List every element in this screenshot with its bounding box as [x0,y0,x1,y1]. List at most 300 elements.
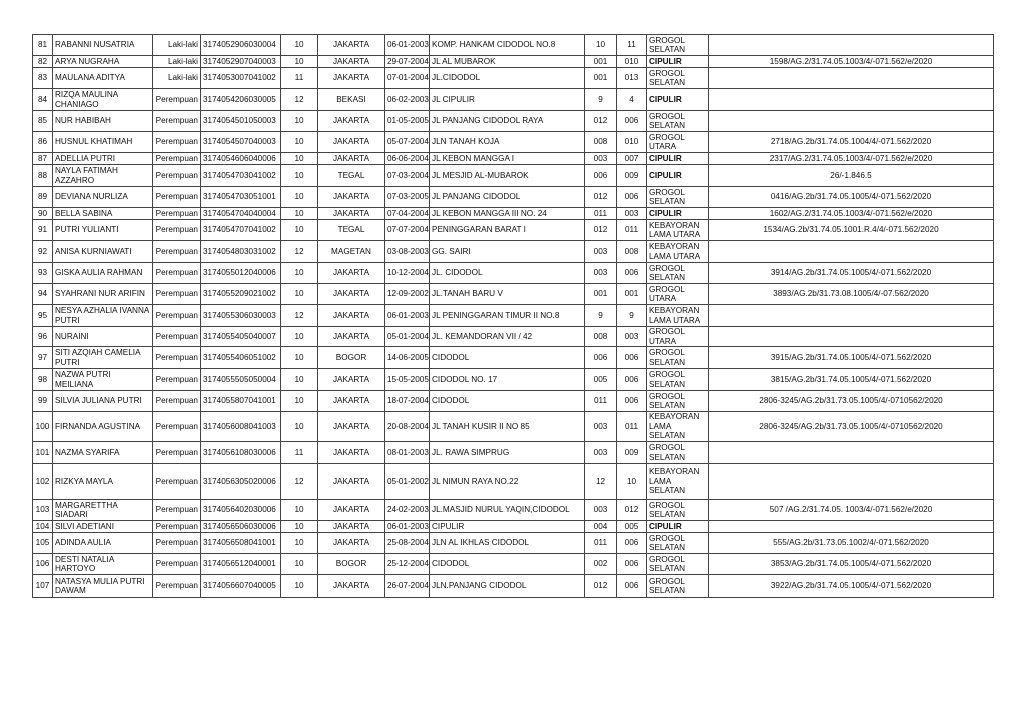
cell-nik: 3174055505050004 [201,369,281,391]
cell-city: JAKARTA [318,500,385,521]
cell-kel: GROGOL SELATAN [647,68,709,89]
cell-rt: 003 [585,153,617,165]
cell-num: 10 [281,111,318,132]
cell-gender: Perempuan [153,220,201,241]
cell-gender: Perempuan [153,500,201,521]
cell-num: 10 [281,575,318,598]
cell-address: GG. SAIRI [430,241,585,263]
cell-kel: KEBAYORAN LAMA UTARA [647,305,709,327]
cell-address: PENINGGARAN BARAT I [430,220,585,241]
cell-name: SILVIA JULIANA PUTRI [53,391,153,412]
cell-name: DEVIANA NURLIZA [53,187,153,208]
table-row [33,347,994,369]
cell-rw: 006 [617,111,647,132]
cell-city: MAGETAN [318,241,385,263]
table-row [33,327,994,347]
table-row [33,263,994,284]
cell-num: 10 [281,521,318,533]
cell-name: GISKA AULIA RAHMAN [53,263,153,284]
cell-address: JL.MASJID NURUL YAQIN,CIDODOL [430,500,585,521]
cell-city: JAKARTA [318,263,385,284]
cell-num: 10 [281,554,318,575]
cell-doc [709,305,994,327]
cell-nik: 3174055306030003 [201,305,281,327]
cell-city: JAKARTA [318,575,385,598]
cell-nik: 3174054704040004 [201,208,281,220]
cell-city: JAKARTA [318,111,385,132]
cell-num: 12 [281,241,318,263]
table-row [33,464,994,500]
cell-no: 88 [33,165,53,187]
cell-doc: 2317/AG.2/31.74.05.1003/4/-071.562/e/2020 [709,153,994,165]
cell-kel: GROGOL SELATAN [647,263,709,284]
cell-num: 10 [281,327,318,347]
cell-city: JAKARTA [318,412,385,442]
cell-name: MARGARETTHA SIADARI [53,500,153,521]
cell-rt: 012 [585,187,617,208]
cell-kel: CIPULIR [647,165,709,187]
cell-gender: Laki-laki [153,68,201,89]
cell-rw: 003 [617,208,647,220]
cell-doc: 1534/AG.2b/31.74.05.1001.R.4/4/-071.562/2020 [709,220,994,241]
cell-rt: 011 [585,208,617,220]
cell-rw: 009 [617,442,647,464]
cell-dob: 10-12-2004 [385,263,430,284]
cell-kel: CIPULIR [647,89,709,111]
cell-doc [709,68,994,89]
cell-doc: 26/-1.846.5 [709,165,994,187]
cell-kel: GROGOL SELATAN [647,347,709,369]
cell-doc: 555/AG.2b/31.73.05.1002/4/-071.562/2020 [709,533,994,554]
cell-kel: GROGOL UTARA [647,132,709,153]
cell-rt: 006 [585,165,617,187]
cell-dob: 15-05-2005 [385,369,430,391]
cell-rt: 003 [585,412,617,442]
cell-num: 10 [281,153,318,165]
cell-gender: Perempuan [153,89,201,111]
cell-address: JL PENINGGARAN TIMUR II NO.8 [430,305,585,327]
table-row [33,575,994,598]
cell-rt: 003 [585,241,617,263]
cell-kel: GROGOL SELATAN [647,575,709,598]
cell-dob: 12-09-2002 [385,284,430,305]
cell-city: JAKARTA [318,305,385,327]
cell-rw: 001 [617,284,647,305]
cell-num: 10 [281,391,318,412]
cell-rw: 006 [617,263,647,284]
cell-doc [709,89,994,111]
table-row [33,284,994,305]
cell-num: 10 [281,369,318,391]
cell-dob: 07-07-2004 [385,220,430,241]
cell-dob: 20-08-2004 [385,412,430,442]
cell-dob: 08-01-2003 [385,442,430,464]
cell-nik: 3174054703051001 [201,187,281,208]
cell-no: 93 [33,263,53,284]
cell-city: JAKARTA [318,284,385,305]
cell-name: SYAHRANI NUR ARIFIN [53,284,153,305]
cell-dob: 05-01-2004 [385,327,430,347]
cell-gender: Perempuan [153,412,201,442]
cell-kel: GROGOL SELATAN [647,391,709,412]
cell-no: 100 [33,412,53,442]
cell-num: 10 [281,500,318,521]
cell-rt: 003 [585,442,617,464]
cell-num: 10 [281,35,318,56]
cell-no: 99 [33,391,53,412]
cell-doc: 2806-3245/AG.2b/31.73.05.1005/4/-0710562/2020 [709,391,994,412]
cell-name: ANISA KURNIAWATI [53,241,153,263]
cell-city: JAKARTA [318,35,385,56]
cell-name: BELLA SABINA [53,208,153,220]
cell-dob: 06-01-2003 [385,305,430,327]
cell-doc: 1602/AG.2/31.74.05.1003/4/-071.562/e/2020 [709,208,994,220]
cell-gender: Perempuan [153,464,201,500]
cell-rt: 011 [585,533,617,554]
table-row [33,56,994,68]
cell-no: 103 [33,500,53,521]
cell-dob: 03-08-2003 [385,241,430,263]
cell-city: JAKARTA [318,464,385,500]
cell-rw: 9 [617,305,647,327]
cell-doc: 3893/AG.2b/31.73.08.1005/4/-07.562/2020 [709,284,994,305]
cell-name: NAYLA FATIMAH AZZAHRO [53,165,153,187]
cell-dob: 01-05-2005 [385,111,430,132]
cell-rw: 006 [617,347,647,369]
table-row [33,165,994,187]
cell-rw: 006 [617,554,647,575]
table-row [33,208,994,220]
cell-num: 10 [281,220,318,241]
cell-kel: GROGOL SELATAN [647,369,709,391]
cell-kel: CIPULIR [647,208,709,220]
cell-num: 10 [281,208,318,220]
cell-nik: 3174055209021002 [201,284,281,305]
cell-kel: KEBAYORAN LAMA SELATAN [647,464,709,500]
cell-gender: Perempuan [153,165,201,187]
cell-rw: 013 [617,68,647,89]
cell-dob: 07-03-2004 [385,165,430,187]
cell-name: ADINDA AULIA [53,533,153,554]
cell-no: 102 [33,464,53,500]
cell-no: 87 [33,153,53,165]
cell-rw: 006 [617,391,647,412]
table-row [33,89,994,111]
cell-nik: 3174054803031002 [201,241,281,263]
cell-no: 81 [33,35,53,56]
cell-nik: 3174055012040006 [201,263,281,284]
cell-city: TEGAL [318,220,385,241]
cell-rw: 012 [617,500,647,521]
table-row [33,132,994,153]
cell-nik: 3174056508041001 [201,533,281,554]
cell-rw: 006 [617,369,647,391]
table-row [33,500,994,521]
cell-dob: 05-07-2004 [385,132,430,153]
cell-name: NAZMA SYARIFA [53,442,153,464]
table-row [33,521,994,533]
cell-no: 105 [33,533,53,554]
cell-gender: Perempuan [153,284,201,305]
cell-num: 12 [281,89,318,111]
cell-rw: 4 [617,89,647,111]
cell-nik: 3174055406051002 [201,347,281,369]
cell-city: JAKARTA [318,153,385,165]
cell-address: JLN AL IKHLAS CIDODOL [430,533,585,554]
cell-num: 12 [281,305,318,327]
cell-doc: 0416/AG.2b/31.74.05.1005/4/-071.562/2020 [709,187,994,208]
cell-nik: 3174056402030006 [201,500,281,521]
cell-rt: 008 [585,327,617,347]
cell-city: JAKARTA [318,187,385,208]
cell-rw: 006 [617,533,647,554]
cell-address: JLN.PANJANG CIDODOL [430,575,585,598]
cell-dob: 06-02-2003 [385,89,430,111]
cell-address: CIDODOL NO. 17 [430,369,585,391]
cell-address: JL.TANAH BARU V [430,284,585,305]
cell-gender: Laki-laki [153,35,201,56]
cell-dob: 06-01-2003 [385,35,430,56]
cell-name: NURAINI [53,327,153,347]
cell-rw: 003 [617,327,647,347]
cell-city: BOGOR [318,554,385,575]
cell-city: JAKARTA [318,327,385,347]
cell-rt: 005 [585,369,617,391]
cell-dob: 25-08-2004 [385,533,430,554]
cell-nik: 3174056108030006 [201,442,281,464]
cell-rw: 010 [617,56,647,68]
cell-rt: 003 [585,500,617,521]
cell-gender: Perempuan [153,391,201,412]
cell-doc: 2718/AG.2b/31.74.05.1004/4/-071.562/2020 [709,132,994,153]
cell-city: JAKARTA [318,369,385,391]
cell-dob: 29-07-2004 [385,56,430,68]
cell-no: 83 [33,68,53,89]
cell-name: ARYA NUGRAHA [53,56,153,68]
cell-num: 10 [281,187,318,208]
table-row [33,153,994,165]
cell-address: CIDODOL [430,554,585,575]
cell-gender: Perempuan [153,575,201,598]
cell-doc: 3914/AG.2b/31.74.05.1005/4/-071.562/2020 [709,263,994,284]
cell-num: 10 [281,132,318,153]
cell-dob: 07-03-2005 [385,187,430,208]
cell-address: KOMP. HANKAM CIDODOL NO.8 [430,35,585,56]
cell-rt: 10 [585,35,617,56]
cell-no: 85 [33,111,53,132]
cell-num: 10 [281,347,318,369]
cell-doc: 507 /AG.2/31.74.05. 1003/4/-071.562/e/2020 [709,500,994,521]
cell-address: JL KEBON MANGGA III NO. 24 [430,208,585,220]
cell-gender: Perempuan [153,521,201,533]
cell-city: JAKARTA [318,391,385,412]
cell-city: BOGOR [318,347,385,369]
cell-name: FIRNANDA AGUSTINA [53,412,153,442]
cell-num: 10 [281,263,318,284]
cell-name: RIZQA MAULINA CHANIAGO [53,89,153,111]
cell-gender: Perempuan [153,327,201,347]
table-row [33,187,994,208]
cell-name: NAZWA PUTRI MEILIANA [53,369,153,391]
cell-rt: 12 [585,464,617,500]
cell-doc [709,327,994,347]
cell-name: ADELLIA PUTRI [53,153,153,165]
cell-doc [709,111,994,132]
cell-rt: 001 [585,68,617,89]
cell-no: 92 [33,241,53,263]
cell-rt: 9 [585,89,617,111]
cell-dob: 06-01-2003 [385,521,430,533]
cell-kel: GROGOL UTARA [647,327,709,347]
table-row [33,391,994,412]
cell-no: 106 [33,554,53,575]
cell-rt: 006 [585,347,617,369]
cell-gender: Perempuan [153,554,201,575]
cell-nik: 3174055405040007 [201,327,281,347]
cell-no: 91 [33,220,53,241]
cell-rt: 004 [585,521,617,533]
cell-num: 10 [281,412,318,442]
cell-no: 97 [33,347,53,369]
cell-num: 10 [281,165,318,187]
cell-rw: 011 [617,220,647,241]
cell-no: 98 [33,369,53,391]
cell-num: 12 [281,464,318,500]
cell-name: NESYA AZHALIA IVANNA PUTRI [53,305,153,327]
cell-kel: GROGOL UTARA [647,284,709,305]
cell-doc [709,35,994,56]
cell-rw: 006 [617,575,647,598]
table-row [33,533,994,554]
cell-rt: 001 [585,284,617,305]
cell-no: 89 [33,187,53,208]
cell-num: 10 [281,533,318,554]
cell-rw: 005 [617,521,647,533]
cell-no: 104 [33,521,53,533]
cell-doc: 3853/AG.2b/31.74.05.1005/4/-071.562/2020 [709,554,994,575]
cell-gender: Perempuan [153,132,201,153]
cell-no: 84 [33,89,53,111]
cell-gender: Perempuan [153,369,201,391]
cell-nik: 3174056305020006 [201,464,281,500]
cell-dob: 24-02-2003 [385,500,430,521]
cell-nik: 3174052906030004 [201,35,281,56]
cell-gender: Perempuan [153,533,201,554]
cell-city: JAKARTA [318,68,385,89]
cell-name: PUTRI YULIANTI [53,220,153,241]
cell-name: RABANNI NUSATRIA [53,35,153,56]
cell-kel: CIPULIR [647,153,709,165]
cell-kel: GROGOL SELATAN [647,533,709,554]
cell-address: JL. RAWA SIMPRUG [430,442,585,464]
cell-no: 95 [33,305,53,327]
cell-gender: Perempuan [153,111,201,132]
cell-num: 11 [281,68,318,89]
cell-address: CIDODOL [430,391,585,412]
cell-city: JAKARTA [318,533,385,554]
cell-dob: 25-12-2004 [385,554,430,575]
cell-rt: 012 [585,220,617,241]
cell-no: 101 [33,442,53,464]
cell-address: JL CIPULIR [430,89,585,111]
cell-kel: CIPULIR [647,56,709,68]
cell-gender: Perempuan [153,347,201,369]
cell-gender: Perempuan [153,241,201,263]
cell-rw: 009 [617,165,647,187]
cell-doc [709,464,994,500]
cell-no: 86 [33,132,53,153]
cell-nik: 3174055807041001 [201,391,281,412]
cell-gender: Perempuan [153,263,201,284]
cell-kel: GROGOL SELATAN [647,111,709,132]
cell-address: JL. KEMANDORAN VII / 42 [430,327,585,347]
cell-name: RIZKYA MAYLA [53,464,153,500]
cell-nik: 3174054206030005 [201,89,281,111]
cell-address: JL PANJANG CIDODOL RAYA [430,111,585,132]
cell-rt: 9 [585,305,617,327]
cell-dob: 07-01-2004 [385,68,430,89]
cell-address: JLN TANAH KOJA [430,132,585,153]
cell-name: MAULANA ADITYA [53,68,153,89]
cell-rw: 007 [617,153,647,165]
cell-address: CIDODOL [430,347,585,369]
cell-address: CIPULIR [430,521,585,533]
cell-nik: 3174056506030006 [201,521,281,533]
cell-rw: 11 [617,35,647,56]
cell-gender: Laki-laki [153,56,201,68]
cell-nik: 3174056512040001 [201,554,281,575]
cell-num: 10 [281,284,318,305]
cell-num: 11 [281,442,318,464]
cell-no: 96 [33,327,53,347]
cell-dob: 06-06-2004 [385,153,430,165]
cell-rt: 003 [585,263,617,284]
cell-dob: 26-07-2004 [385,575,430,598]
cell-nik: 3174052907040003 [201,56,281,68]
cell-nik: 3174054707041002 [201,220,281,241]
cell-gender: Perempuan [153,305,201,327]
cell-name: NATASYA MULIA PUTRI DAWAM [53,575,153,598]
cell-rt: 011 [585,391,617,412]
cell-rt: 012 [585,575,617,598]
cell-gender: Perempuan [153,208,201,220]
cell-dob: 14-06-2005 [385,347,430,369]
cell-dob: 07-04-2004 [385,208,430,220]
cell-kel: GROGOL SELATAN [647,35,709,56]
cell-address: JL TANAH KUSIR II NO 85 [430,412,585,442]
cell-rt: 001 [585,56,617,68]
cell-city: JAKARTA [318,442,385,464]
cell-doc: 1598/AG.2/31.74.05.1003/4/-071.562/e/2020 [709,56,994,68]
cell-name: NUR HABIBAH [53,111,153,132]
cell-dob: 05-01-2002 [385,464,430,500]
cell-no: 82 [33,56,53,68]
cell-num: 10 [281,56,318,68]
cell-doc: 3915/AG.2b/31.74.05.1005/4/-071.562/2020 [709,347,994,369]
table-row [33,442,994,464]
cell-address: JL.CIDODOL [430,68,585,89]
table-row [33,35,994,56]
table-row [33,220,994,241]
cell-nik: 3174054606040006 [201,153,281,165]
cell-rw: 010 [617,132,647,153]
cell-rw: 011 [617,412,647,442]
cell-doc: 2806-3245/AG.2b/31.73.05.1005/4/-0710562/2020 [709,412,994,442]
table-row [33,111,994,132]
cell-doc [709,442,994,464]
table-row [33,68,994,89]
cell-kel: KEBAYORAN LAMA UTARA [647,220,709,241]
